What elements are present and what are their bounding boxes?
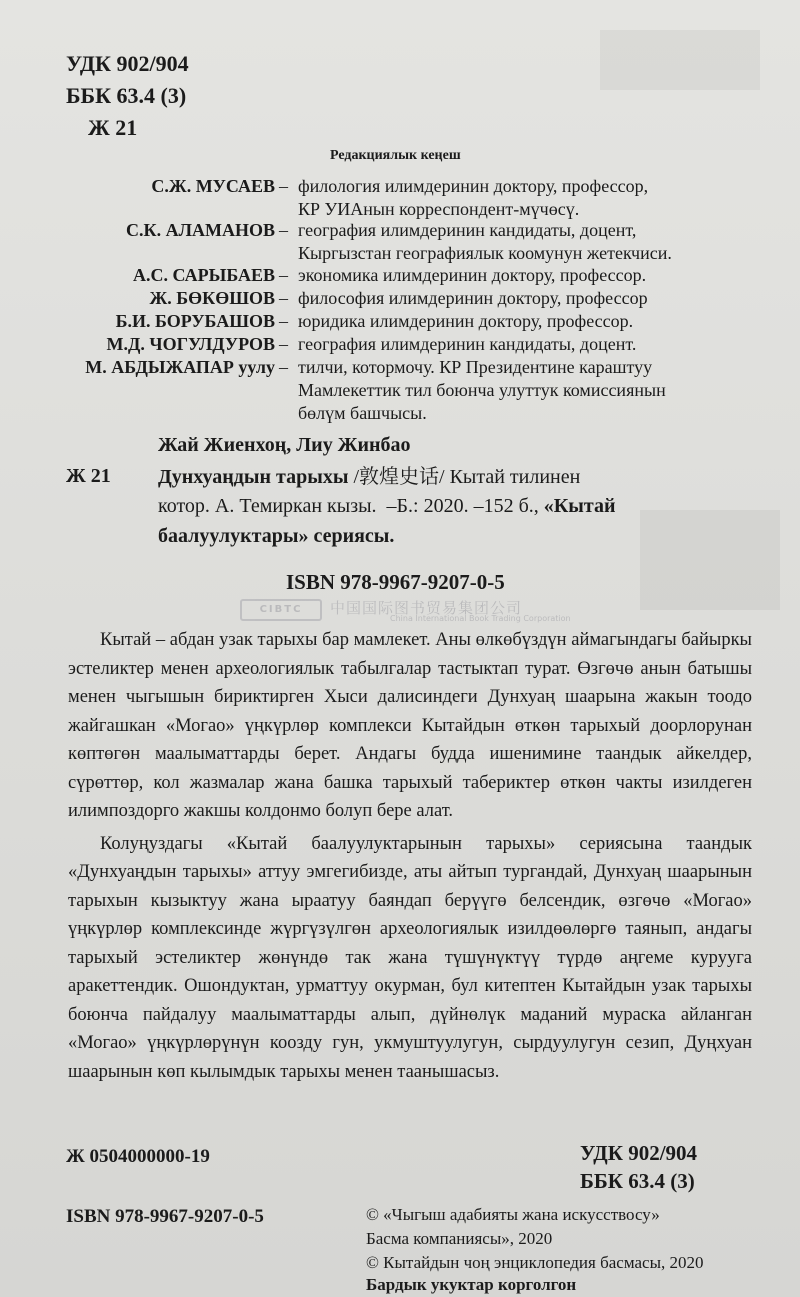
board-member-title: география илимдеринин кандидаты, доцент, xyxy=(298,220,637,240)
board-member-title: тилчи, котормочу. КР Президентине караштуу xyxy=(298,357,653,377)
annotation-paragraph: Кытай – абдан узак тарыхы бар мамлекет. Аны өлкөбүздүн аймагындагы байыркы эстеликтер менен археологиялык табылгалар тастыктап турат. Өзгөчө анын батышы менен чыгышын бириктирген Хыси далисиндеги Дунхуаң шаарына жакын тоодо жайгашкан «Могао» үңкүрлөр комплекси Кытайдын өткөн тарыхый доорлорунан көптөгөн маалыматтарды берет. Андагы будда ишенимине таандык айкелдер, сүрөттөр, кол жазмалар жана башка тарыхый табериктер өткөн чакты изилдеген илимпоздорго жакшы колдонмо болуп бере алат. xyxy=(68,630,752,821)
all-rights-reserved: Бардык укуктар корголгон xyxy=(366,1275,577,1294)
watermark-english-text: China International Book Trading Corporation xyxy=(390,614,571,623)
udk-code: УДК 902/904 xyxy=(66,51,189,76)
board-member-title: филология илимдеринин доктору, профессор, xyxy=(298,176,649,196)
footer-code: Ж 0504000000-19 xyxy=(66,1146,210,1167)
board-member-title: юридика илимдеринин доктору, профессор. xyxy=(298,311,634,331)
watermark-chinese-text: 中国国际图书贸易集团公司 xyxy=(330,599,523,617)
board-member-title: Кыргызстан географиялык коомунун жетекчиси. xyxy=(298,243,672,263)
footer-bbk: ББК 63.4 (3) xyxy=(580,1169,695,1193)
board-member-title: философия илимдеринин доктору, профессор xyxy=(298,288,648,308)
dash: – xyxy=(279,265,288,285)
copyright-line: © Кытайдын чоң энциклопедия басмасы, 2020 xyxy=(366,1253,704,1272)
copyright-line: Басма компаниясы», 2020 xyxy=(366,1229,553,1248)
dash: – xyxy=(279,288,288,308)
dash: – xyxy=(279,311,288,331)
board-member-name: С.К. АЛАМАНОВ xyxy=(126,220,275,240)
isbn-center: ISBN 978-9967-9207-0-5 xyxy=(286,570,505,594)
dash: – xyxy=(279,176,288,196)
board-member-name: С.Ж. МУСАЕВ xyxy=(151,176,275,196)
series-name-start: «Кытай xyxy=(543,495,616,517)
dash: – xyxy=(279,334,288,354)
catalog-mark: Ж 21 xyxy=(66,465,111,487)
annotation-body xyxy=(68,626,752,1086)
footer-isbn: ISBN 978-9967-9207-0-5 xyxy=(66,1206,264,1227)
board-member-title: экономика илимдеринин доктору, профессор. xyxy=(298,265,647,285)
dash: – xyxy=(279,220,288,240)
board-member-title: бөлүм башчысы. xyxy=(298,403,427,423)
translation-note: / Кытай тилинен xyxy=(439,466,581,488)
catalog-line-2 xyxy=(158,491,615,521)
slash: / xyxy=(353,466,360,488)
board-member-name: М. АБДЫЖАПАР уулу xyxy=(85,357,275,377)
catalog-publication-info: котор. А. Темиркан кызы. –Б.: 2020. –152 б., xyxy=(158,495,544,517)
publisher-watermark xyxy=(240,597,600,623)
catalog-title-line xyxy=(158,461,580,492)
board-member-name: Ж. БӨКӨШОВ xyxy=(149,288,275,308)
bbk-code: ББК 63.4 (3) xyxy=(66,83,187,108)
annotation-paragraph: Колуңуздагы «Кытай баалуулуктарынын тарыхы» сериясына таандык «Дунхуаңдын тарыхы» аттуу эмгегибизде, аты айтып тургандай, Дунхуаң шаарынын тарыхын кызыктуу жана ыраатуу баяндап берүүгө белсендик, өзгөчө «Могао» үңкүрлөр комплексинде жүргүзүлгөн археологиялык изилдөөлөргө таянып, андагы тарыхый эстеликтер жөнүндө так жана түшүнүктүү түрдө аңгеме курууга аракеттендик. Ошондуктан, урматтуу окурман, бул китептен Кытайдын узак тарыхы боюнча пайдалуу маалыматтарды алып, дүйнөлүк маданий мураска айланган «Могао» үңкүрлөрүнүн коозду гун, укмуштуулугун, сырдуулугун сезип, Дуңхуан шаарынын көп кылымдык тарыхы менен таанышасыз. xyxy=(68,833,752,1082)
board-member-title: КР УИАнын корреспондент-мүчөсү. xyxy=(298,199,580,219)
editorial-board-title: Редакциялык кеңеш xyxy=(330,148,461,163)
catalog-authors: Жай Жиенхоң, Лиу Жинбао xyxy=(158,434,411,456)
watermark-logo: CIBTC xyxy=(240,599,322,621)
footer-udk: УДК 902/904 xyxy=(580,1141,698,1165)
board-member-title: география илимдеринин кандидаты, доцент. xyxy=(298,334,637,354)
board-member-name: А.С. САРЫБАЕВ xyxy=(133,265,275,285)
author-mark: Ж 21 xyxy=(88,115,138,140)
dash: – xyxy=(279,357,288,377)
book-title: Дунхуаңдын тарыхы xyxy=(158,466,349,488)
copyright-line: © «Чыгыш адабияты жана искусствосу» xyxy=(366,1205,660,1224)
series-name-end: баалуулуктары» сериясы. xyxy=(158,525,395,547)
board-member-title: Мамлекеттик тил боюнча улуттук комиссиянын xyxy=(298,380,666,400)
chinese-title: 敦煌史话 xyxy=(359,464,440,488)
board-member-name: М.Д. ЧОГУЛДУРОВ xyxy=(106,334,275,354)
board-member-name: Б.И. БОРУБАШОВ xyxy=(115,311,275,331)
